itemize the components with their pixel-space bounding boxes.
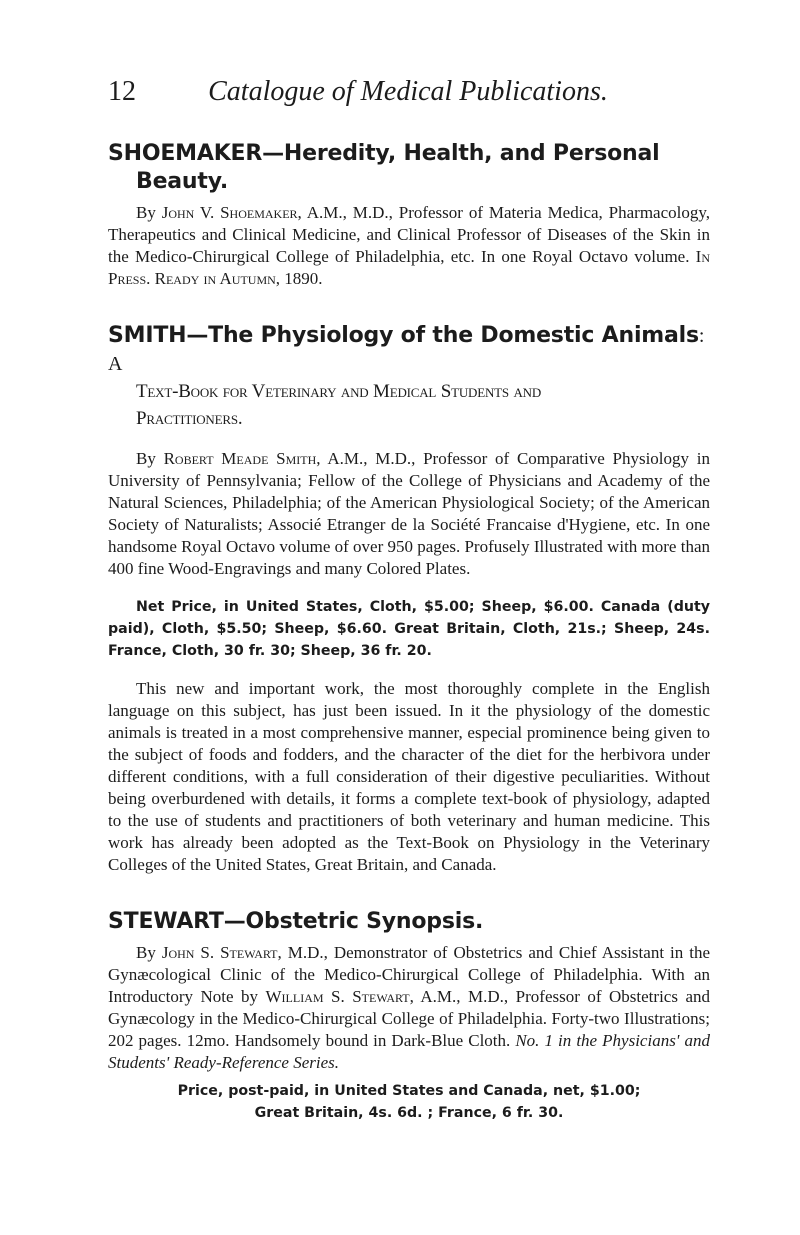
author-name: John V. Shoemaker: [161, 203, 298, 222]
entry-heading: [108, 140, 710, 196]
catalogue-content: [108, 140, 710, 1124]
entry-body-text: This new and important work, the most thoroughly complete in the English language on this subject, has just been issued. In it the physiology of the domestic animals is treated in a most comprehensive manner, especial prominence being given to the subject of foods and fodders, and the character of the diet for the herbivora under different conditions, with a full consideration of their digestive peculiarities. Without being overburdened with details, it forms a complete text-book of physiology, adapted to the use of students and practitioners of both veterinary and human medicine. This work has already been adopted as the Text-Book on Physiology in the Veterinary Colleges of the United States, Great Britain, and Canada.: [108, 679, 710, 874]
price-list: Net Price, in United States, Cloth, $5.00; Sheep, $6.00. Canada (duty paid), Cloth, $5.50; Sheep, $6.60. Great Britain, Cloth, 21s.; Sheep, 24s. France, Cloth, 30 fr. 30; Sheep, 36 fr. 20.: [108, 599, 710, 659]
entry-title: —The Physiology of the Domestic Animals: [186, 323, 699, 348]
price-list-continued: Great Britain, 4s. 6d. ; France, 6 fr. 30.: [254, 1105, 564, 1121]
entry-title: —Obstetric Synopsis.: [223, 909, 484, 934]
running-title: Catalogue of Medical Publications.: [208, 76, 608, 107]
entry-title-continued: Beauty.: [136, 169, 228, 194]
author-name: Robert Meade Smith: [163, 449, 317, 468]
entry-description: By Robert Meade Smith, A.M., M.D., Professor of Comparative Physiology in University of Pennsylvania; Fellow of the College of Physicians and Academy of the Natural Sciences, Philadelphia; of the American Physiological Society; of the American Society of Naturalists; Associé Etranger de la Société Francaise d'Hygiene, etc. In one handsome Royal Octavo volume of over 950 pages. Profusely Illustrated with more than 400 fine Wood-Engravings and many Colored Plates.: [108, 449, 710, 578]
entry-description: By John V. Shoemaker, A.M., M.D., Professor of Materia Medica, Pharmacology, Therapeutics and Clinical Medicine, and Clinical Professor of Diseases of the Skin in the Medico-Chirurgical College of Philadelphia, etc. In one Royal Octavo volume. In Press. Ready in Autumn, 1890.: [108, 203, 710, 288]
price-list: Price, post-paid, in United States and Canada, net, $1.00;: [177, 1083, 641, 1099]
entry-heading: [108, 908, 710, 936]
page-number: 12: [108, 76, 136, 107]
publication-status: In Press. Ready in Autumn, 1890.: [108, 247, 710, 288]
entry-author: SHOEMAKER: [108, 141, 263, 166]
entry-author: STEWART: [108, 909, 224, 934]
author-name: William S. Stewart: [265, 987, 410, 1006]
entry-smith: [108, 322, 710, 876]
entry-stewart: [108, 908, 710, 1124]
entry-subtitle-continued: Practitioners.: [136, 408, 243, 429]
series-note: No. 1 in the Physicians' and Students' Ready-Reference Series.: [108, 1031, 711, 1072]
entry-shoemaker: [108, 140, 710, 290]
author-name: John S. Stewart: [161, 943, 278, 962]
entry-author: SMITH: [108, 323, 187, 348]
entry-description: By John S. Stewart, M.D., Demonstrator of Obstetrics and Chief Assistant in the Gynæcological Clinic of the Medico-Chirurgical College of Philadelphia. With an Introductory Note by William S. Stewart, A.M., M.D., Professor of Obstetrics and Gynæcology in the Medico-Chirurgical College of Philadelphia. Forty-two Illustrations; 202 pages. 12mo. Handsomely bound in Dark-Blue Cloth. No. 1 in the Physicians' and Students' Ready-Reference Series.: [108, 943, 711, 1072]
entry-heading: SMITH—The Physiology of the Domestic Animals: A Text-Book for Veterinary and Medical Students and Practitioners.: [108, 322, 710, 432]
entry-title: —Heredity, Health, and Personal: [262, 141, 660, 166]
running-head: [108, 76, 708, 116]
entry-subtitle: Text-Book for Veterinary and Medical Students and: [136, 381, 542, 402]
